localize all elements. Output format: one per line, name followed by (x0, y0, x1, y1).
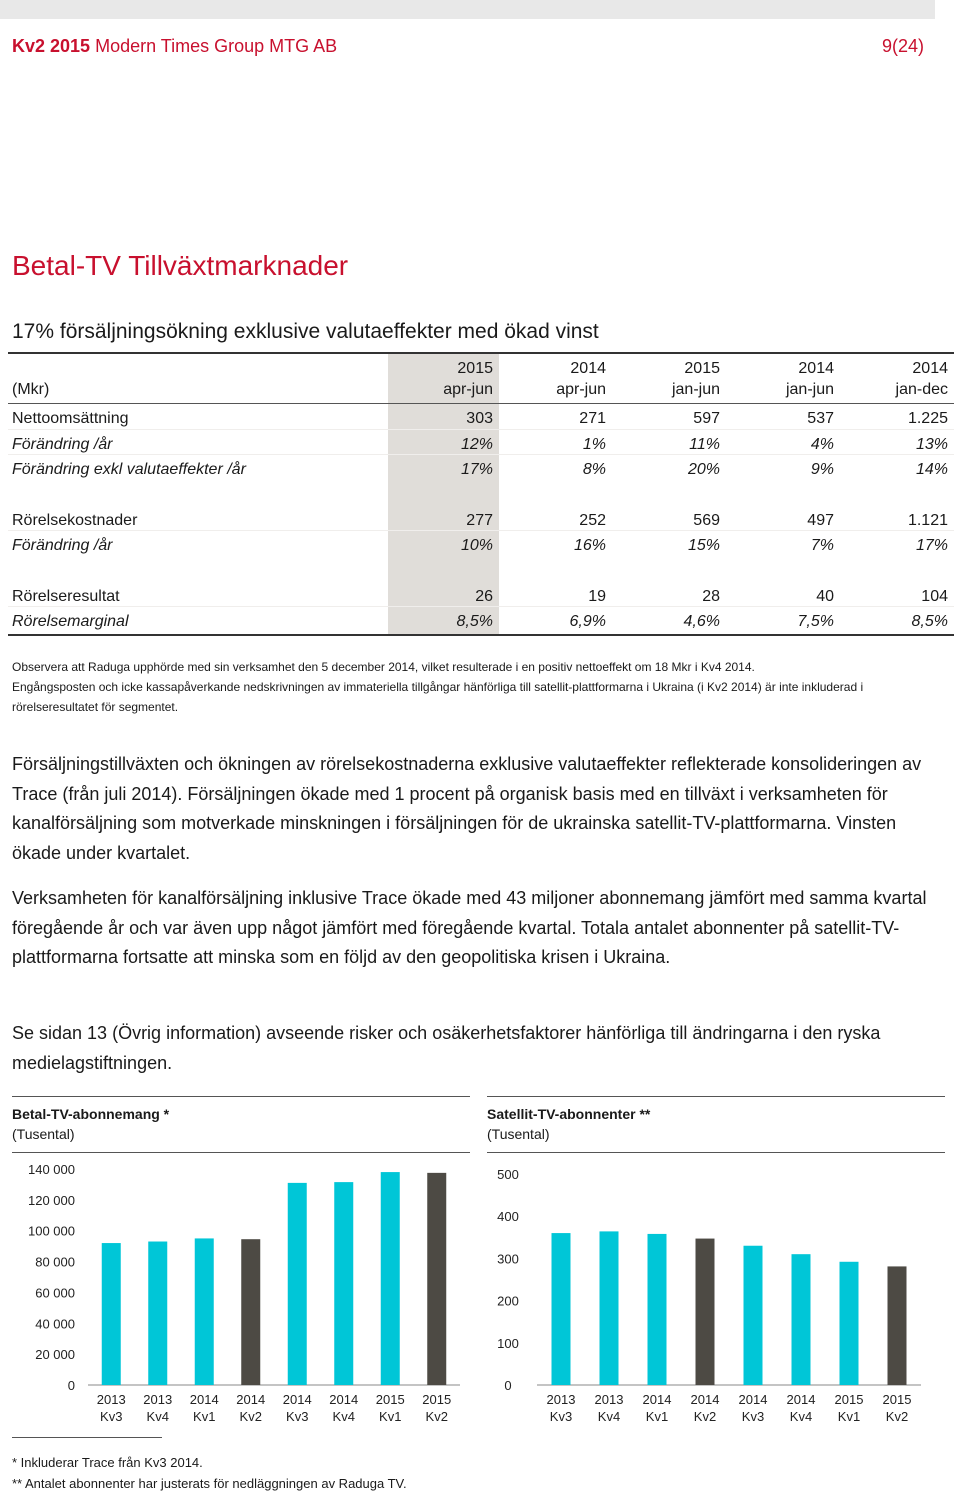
x-tick-year: 2014 (642, 1392, 672, 1407)
bar (288, 1183, 307, 1385)
footnote-raduga: ** Antalet abonnenter har justerats för nedläggningen av Raduga TV. (12, 1476, 407, 1491)
x-tick-quarter: Kv4 (789, 1409, 813, 1424)
bar (381, 1172, 400, 1385)
x-tick-year: 2015 (834, 1392, 864, 1407)
table-cell: 28 (702, 588, 720, 605)
column-period: jan-dec (895, 381, 948, 398)
row-label: Rörelsemarginal (12, 613, 129, 630)
x-tick-year: 2013 (143, 1392, 173, 1407)
table-cell: 40 (816, 588, 834, 605)
chart-left-title: Betal-TV-abonnemang * (12, 1106, 170, 1122)
header-rule (8, 403, 954, 404)
chart-left-mid-rule (12, 1152, 470, 1153)
column-period: jan-jun (785, 381, 834, 398)
row-label: Förändring exkl valutaeffekter /år (12, 461, 246, 478)
x-tick-year: 2014 (189, 1392, 219, 1407)
row-label: Nettoomsättning (12, 410, 129, 427)
table-cell: 271 (579, 410, 606, 427)
table-cell: 12% (460, 436, 493, 453)
table-cell: 9% (810, 461, 834, 478)
table-cell: 8% (582, 461, 606, 478)
x-tick-year: 2015 (422, 1392, 452, 1407)
table-cell: 4,6% (683, 613, 720, 630)
page-header (12, 36, 924, 57)
table-cell: 17% (915, 537, 948, 554)
column-year: 2014 (798, 360, 834, 377)
row-separator (8, 606, 954, 607)
y-tick-label: 0 (67, 1378, 75, 1393)
note-impairment: Engångsposten och icke kassapåverkande nedskrivningen av immateriella tillgångar hänförliga till satellit-plattformarna i Ukraina (i Kv2 2014) är inte inkluderad i rörelseresultatet för segmentet. (12, 680, 864, 714)
x-tick-quarter: Kv2 (425, 1409, 448, 1424)
table-cell: 16% (573, 537, 606, 554)
table-cell: 569 (693, 512, 720, 529)
table-cell: 597 (693, 410, 720, 427)
chart-pay-tv-subscriptions (0, 1155, 475, 1435)
column-year: 2015 (684, 360, 720, 377)
section-title: Betal-TV Tillväxtmarknader (12, 250, 349, 281)
row-label: Rörelsekostnader (12, 512, 138, 529)
table-cell: 4% (810, 436, 834, 453)
bar (148, 1242, 167, 1385)
note-raduga: Observera att Raduga upphörde med sin verksamhet den 5 december 2014, vilket resulterade i en positiv nettoeffekt om 18 Mkr i Kv4 2014. (12, 660, 755, 674)
x-tick-year: 2014 (738, 1392, 768, 1407)
table-cell: 15% (687, 537, 720, 554)
x-tick-quarter: Kv2 (693, 1409, 717, 1424)
bar (600, 1231, 619, 1385)
x-tick-year: 2014 (236, 1392, 266, 1407)
bar (792, 1254, 811, 1385)
bar (241, 1239, 260, 1385)
column-year: 2014 (912, 360, 948, 377)
table-bottom-rule (8, 634, 954, 636)
chart-right-top-rule (487, 1096, 945, 1097)
unit-label: (Mkr) (12, 381, 50, 398)
company-name: Modern Times Group MTG AB (95, 36, 338, 56)
y-tick-label: 300 (497, 1251, 519, 1267)
x-tick-year: 2015 (375, 1392, 405, 1407)
bar (334, 1182, 353, 1385)
table-cell: 7% (810, 537, 834, 554)
column-year: 2015 (457, 360, 493, 377)
y-tick-label: 100 000 (28, 1223, 75, 1239)
chart-left-top-rule (12, 1096, 470, 1097)
table-cell: 1.225 (907, 410, 948, 427)
table-cell: 7,5% (797, 613, 834, 630)
x-tick-quarter: Kv1 (837, 1409, 861, 1424)
y-tick-label: 140 000 (28, 1162, 75, 1177)
table-cell: 6,9% (569, 613, 606, 630)
y-tick-label: 60 000 (35, 1285, 75, 1301)
x-tick-quarter: Kv3 (741, 1409, 765, 1424)
x-tick-year: 2015 (882, 1392, 912, 1407)
table-cell: 8,5% (911, 613, 948, 630)
x-tick-quarter: Kv3 (286, 1409, 309, 1424)
row-separator (8, 429, 954, 430)
x-tick-quarter: Kv4 (332, 1409, 355, 1424)
table-cell: 277 (466, 512, 493, 529)
table-cell: 252 (579, 512, 606, 529)
chart-right-title: Satellit-TV-abonnenter ** (487, 1106, 651, 1122)
footnote-rule (12, 1437, 162, 1438)
row-label: Förändring /år (12, 537, 113, 554)
table-cell: 26 (475, 588, 493, 605)
x-tick-year: 2013 (594, 1392, 624, 1407)
bar (744, 1246, 763, 1385)
chart-right-subtitle: (Tusental) (487, 1126, 550, 1142)
chart-right-mid-rule (487, 1152, 945, 1153)
y-tick-label: 20 000 (35, 1347, 75, 1363)
chart-left-heading (12, 1104, 169, 1144)
section-subtitle: 17% försäljningsökning exklusive valutaeffekter med ökad vinst (12, 320, 599, 343)
y-tick-label: 500 (497, 1167, 519, 1182)
row-separator (8, 530, 954, 531)
x-tick-quarter: Kv3 (100, 1409, 123, 1424)
table-cell: 497 (807, 512, 834, 529)
chart-left-subtitle: (Tusental) (12, 1126, 75, 1142)
column-year: 2014 (570, 360, 606, 377)
x-tick-quarter: Kv4 (146, 1409, 169, 1424)
x-tick-quarter: Kv3 (549, 1409, 573, 1424)
y-tick-label: 200 (497, 1293, 519, 1309)
paragraph-risks: Se sidan 13 (Övrig information) avseende risker och osäkerhetsfaktorer hänförliga till ändringarna i den ryska medielagstiftningen. (12, 1023, 881, 1073)
financial-table (8, 352, 954, 636)
table-cell: 17% (460, 461, 493, 478)
row-label: Rörelseresultat (12, 588, 120, 605)
bar (648, 1234, 667, 1385)
table-notes (12, 657, 942, 717)
column-period: apr-jun (556, 381, 606, 398)
chart-satellite-subscribers (480, 1155, 955, 1435)
table-cell: 104 (921, 588, 948, 605)
column-period: apr-jun (443, 381, 493, 398)
table-cell: 1% (582, 436, 606, 453)
row-label: Förändring /år (12, 436, 113, 453)
x-tick-quarter: Kv2 (885, 1409, 909, 1424)
x-tick-year: 2014 (329, 1392, 359, 1407)
table-cell: 13% (915, 436, 948, 453)
row-separator (8, 454, 954, 455)
x-tick-quarter: Kv1 (645, 1409, 669, 1424)
x-tick-year: 2013 (546, 1392, 576, 1407)
chart-right-heading (487, 1104, 650, 1144)
x-tick-year: 2013 (96, 1392, 126, 1407)
x-tick-year: 2014 (282, 1392, 312, 1407)
x-tick-year: 2014 (690, 1392, 720, 1407)
bar (696, 1239, 715, 1385)
x-tick-quarter: Kv2 (239, 1409, 262, 1424)
bar (888, 1266, 907, 1385)
bar (195, 1238, 214, 1385)
y-tick-label: 40 000 (35, 1316, 75, 1332)
table-cell: 303 (466, 410, 493, 427)
bar (427, 1173, 446, 1385)
report-period: Kv2 2015 (12, 36, 91, 56)
table-cell: 19 (588, 588, 606, 605)
page-number: 9(24) (881, 36, 924, 56)
table-cell: 537 (807, 410, 834, 427)
table-cell: 20% (687, 461, 720, 478)
table-top-rule (8, 352, 954, 354)
table-cell: 1.121 (907, 512, 948, 529)
table-cell: 11% (689, 436, 720, 453)
bar (102, 1243, 121, 1385)
y-tick-label: 0 (504, 1378, 512, 1393)
paragraph-sales-growth: Försäljningstillväxten och ökningen av rörelsekostnaderna exklusive valutaeffekter reflekterade konsolideringen av Trace (från juli 2014). Försäljningen ökade med 1 procent på organisk basis med en tillväxt i verksamheten för kanalförsäljning som motverkade minskningen i försäljningen för de ukrainska satellit-TV-plattformarna. Vinsten ökade under kvartalet. (12, 754, 922, 863)
y-tick-label: 80 000 (35, 1254, 75, 1270)
x-tick-quarter: Kv1 (379, 1409, 402, 1424)
bar (840, 1262, 859, 1385)
table-cell: 8,5% (456, 613, 493, 630)
table-cell: 10% (460, 537, 493, 554)
x-tick-quarter: Kv1 (193, 1409, 216, 1424)
y-tick-label: 120 000 (28, 1192, 75, 1208)
y-tick-label: 400 (497, 1209, 519, 1225)
y-tick-label: 100 (497, 1335, 519, 1351)
table-cell: 14% (915, 461, 948, 478)
x-tick-quarter: Kv4 (597, 1409, 621, 1424)
bar (552, 1233, 571, 1385)
top-bar (0, 0, 935, 19)
column-period: jan-jun (671, 381, 720, 398)
footnote-trace: * Inkluderar Trace från Kv3 2014. (12, 1455, 203, 1470)
paragraph-channel-sales: Verksamheten för kanalförsäljning inklusive Trace ökade med 43 miljoner abonnemang jämfört med samma kvartal föregående år och var även upp något jämfört med föregående kvartal. Totala antalet abonnenter på satellit-TV-plattformarna fortsatte att minska som en följd av den geopolitiska krisen i Ukraina. (12, 888, 927, 967)
x-tick-year: 2014 (786, 1392, 816, 1407)
